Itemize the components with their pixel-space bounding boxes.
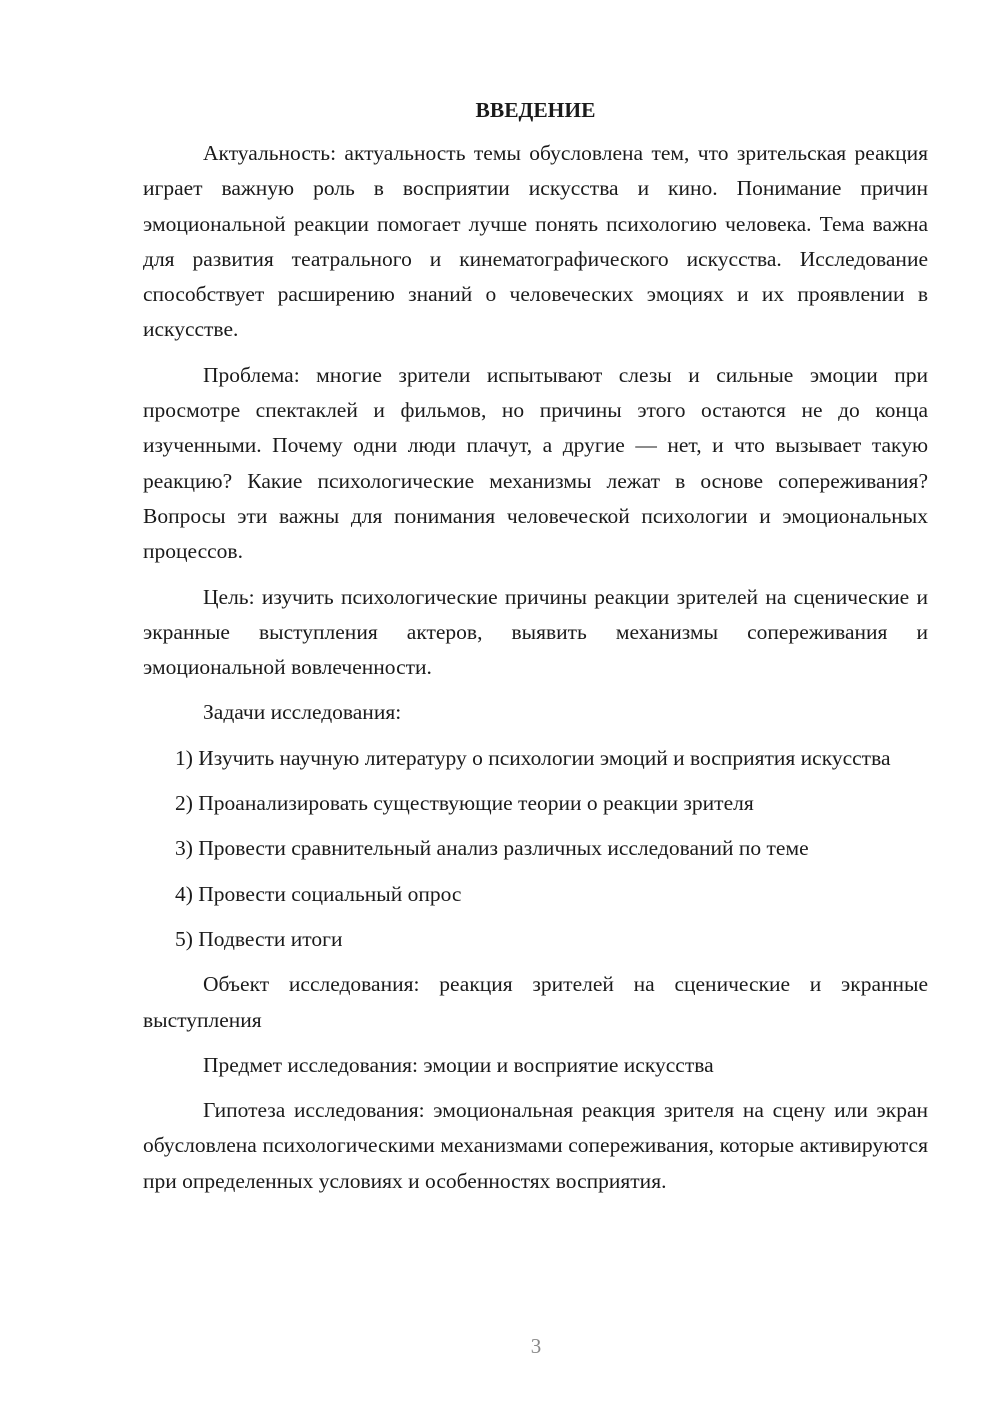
subject-paragraph: Предмет исследования: эмоции и восприятие искусства [203,1052,714,1077]
goal-paragraph: Цель: изучить психологические причины реакции зрителей на сценические и экранные выступления актеров, выявить механизмы сопереживания и эмоциональной вовлеченности. [143,584,928,680]
task-item-2: 2) Проанализировать существующие теории о реакции зрителя [175,791,754,816]
problem-paragraph: Проблема: многие зрители испытывают слезы и сильные эмоции при просмотре спектаклей и фильмов, но причины этого остаются не до конца изученными. Почему одни люди плачут, а другие — нет, и что вызывает такую реакцию? Какие психологические механизмы лежат в основе сопереживания? Вопросы эти важны для понимания человеческой психологии и эмоциональных процессов. [143,362,928,564]
task-item-4: 4) Провести социальный опрос [175,881,462,906]
hypothesis-paragraph: Гипотеза исследования: эмоциональная реакция зрителя на сцену или экран обусловлена психологическими механизмами сопереживания, которые активируются при определенных условиях и особенностях восприятия. [143,1098,928,1193]
object-paragraph: Объект исследования: реакция зрителей на сценические и экранные выступления [143,972,928,1032]
tasks-heading: Задачи исследования: [203,700,402,725]
task-item-5: 5) Подвести итоги [175,926,343,951]
document-page [143,93,928,1209]
section-title: ВВЕДЕНИЕ [475,98,596,122]
task-item-1: 1) Изучить научную литературу о психологии эмоций и восприятия искусства [175,745,891,770]
task-item-3: 3) Провести сравнительный анализ различных исследований по теме [175,836,809,861]
relevance-paragraph: Актуальность: актуальность темы обусловлена тем, что зрительская реакция играет важную роль в восприятии искусства и кино. Понимание причин эмоциональной реакции помогает лучше понять психологию человека. Тема важна для развития театрального и кинематографического искусства. Исследование способствует расширению знаний о человеческих эмоциях и их проявлении в искусстве. [143,141,928,342]
page-number: 3 [530,1334,542,1358]
